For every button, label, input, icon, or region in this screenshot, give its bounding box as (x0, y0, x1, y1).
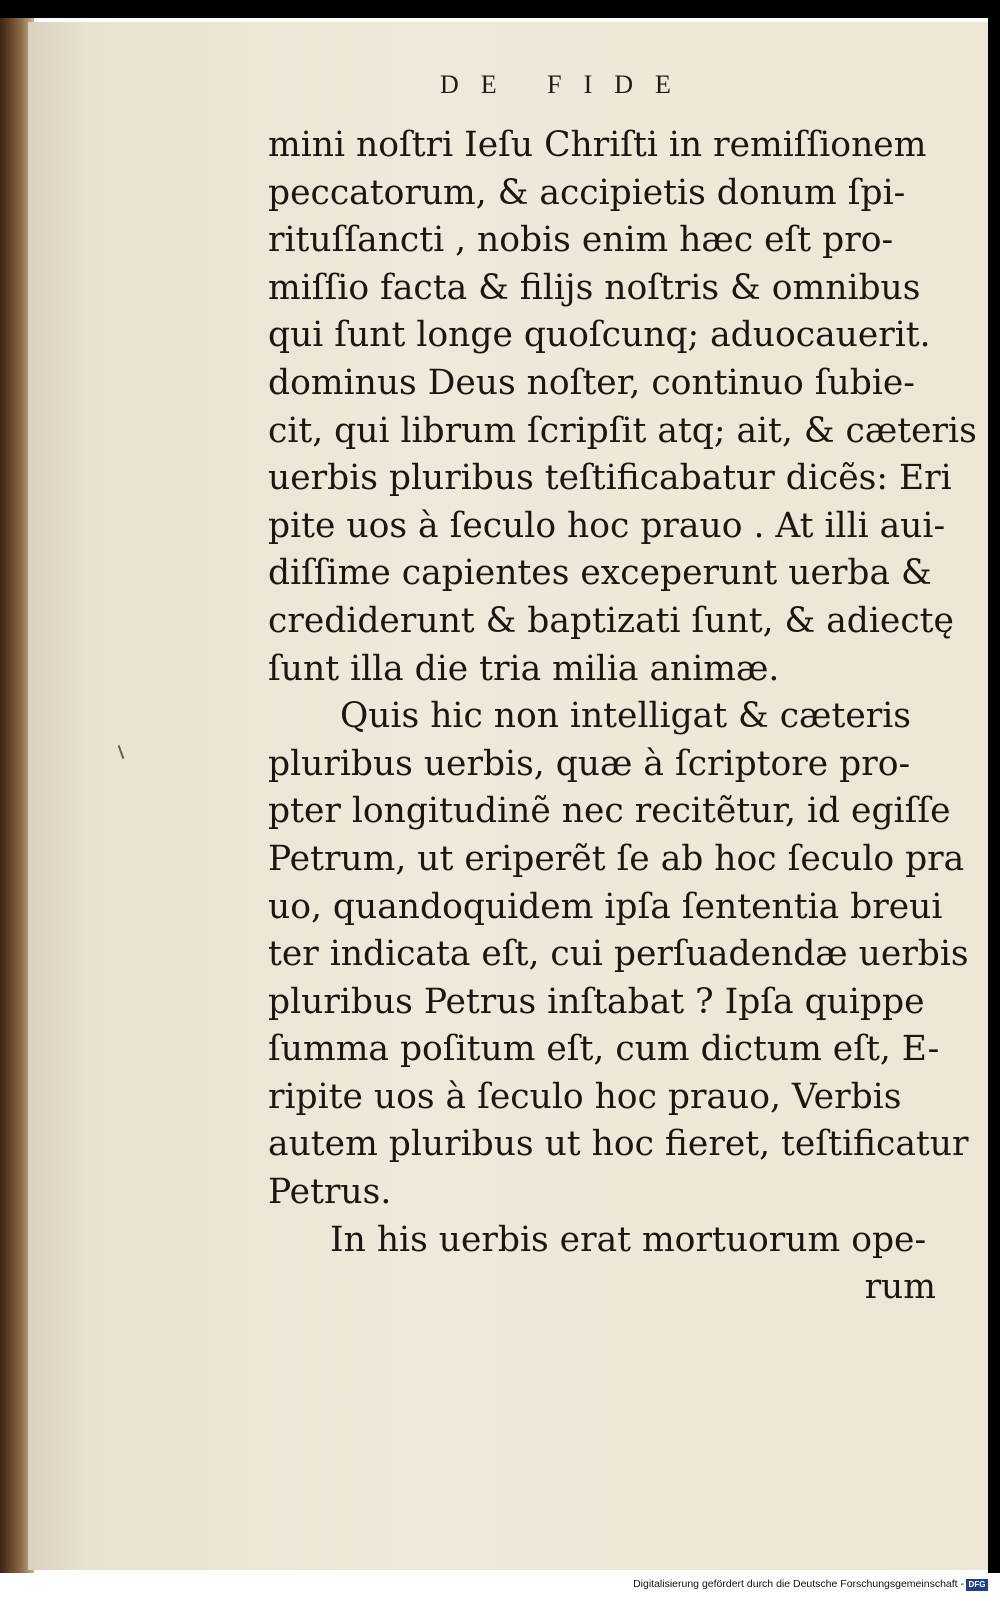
text-line: uerbis pluribus teſtificabatur dicẽs: Eri (268, 458, 952, 499)
text-line: ſunt illa die tria milia animæ. (268, 648, 780, 689)
text-line: pluribus uerbis, quæ à ſcriptore pro- (268, 743, 911, 784)
catchword: rum (864, 1267, 936, 1308)
text-line: qui ſunt longe quoſcunq; aduocauerit. (268, 315, 931, 356)
dfg-credit-text: Digitalisierung gefördert durch die Deutsche Forschungsgemeinschaft - (633, 1578, 964, 1590)
text-line: ter indicata eſt, cui perſuadendæ uerbis (268, 934, 969, 975)
text-line: autem pluribus ut hoc fieret, teſtificatur (268, 1124, 969, 1165)
text-line: uo, quandoquidem ipſa ſententia breui (268, 886, 943, 927)
text-line: diſſime capientes exceperunt uerba & (268, 553, 932, 594)
dfg-logo: DFG (966, 1579, 988, 1591)
scan-border-right (988, 0, 1000, 1575)
running-head: DE FIDE (440, 70, 693, 99)
text-line: miſſio facta & filijs noſtris & omnibus (268, 267, 921, 308)
text-line: pter longitudinẽ nec recitẽtur, id egiſſe (268, 791, 951, 832)
text-line: Petrum, ut eriperẽt ſe ab hoc ſeculo pra (268, 838, 965, 879)
text-line: crediderunt & baptizati ſunt, & adiectę (268, 600, 954, 641)
text-line: Petrus. (268, 1172, 392, 1213)
text-line: pite uos à ſeculo hoc prauo . At illi aui- (268, 505, 946, 546)
text-line: ripite uos à ſeculo hoc prauo, Verbis (268, 1076, 902, 1117)
text-line: dominus Deus noſter, continuo ſubie- (268, 362, 915, 403)
paragraph-first-line: In his uerbis erat mortuorum ope- (330, 1219, 927, 1260)
text-line: cit, qui librum ſcripſit atq; ait, & cæteris (268, 410, 977, 451)
text-line: mini noſtri Ieſu Chriſti in remiſſionem (268, 125, 927, 165)
text-line: rituſſancti , nobis enim hæc eſt pro- (268, 220, 894, 261)
page-text (268, 122, 977, 1312)
text-line: ſumma poſitum eſt, cum dictum eſt, E- (268, 1029, 940, 1070)
scan-border-top (0, 0, 1000, 18)
text-line: peccatorum, & accipietis donum ſpi- (268, 172, 906, 213)
paragraph-first-line: Quis hic non intelligat & cæteris (340, 696, 911, 737)
text-line: pluribus Petrus inſtabat ? Ipſa quippe (268, 981, 925, 1022)
